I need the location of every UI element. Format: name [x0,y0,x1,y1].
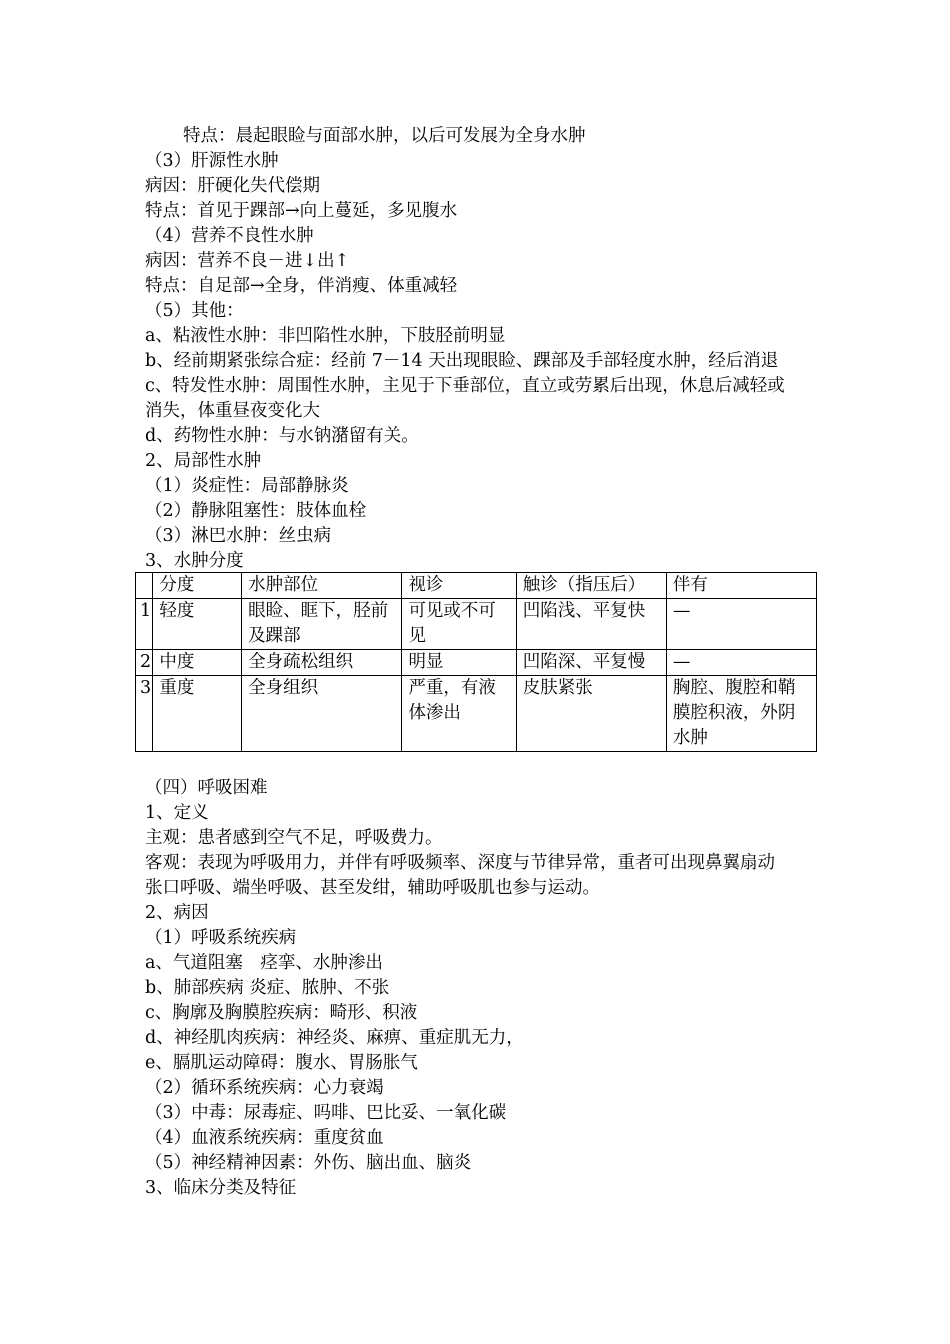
table-cell: 3 [136,676,153,752]
section-heading: 2、病因 [145,903,209,923]
text-line: 病因：营养不良－进↓出↑ [145,251,350,271]
text-line: 张口呼吸、端坐呼吸、甚至发绀，辅助呼吸肌也参与运动。 [145,878,600,898]
section-heading: （1）呼吸系统疾病 [145,928,297,948]
text-line: 病因：肝硬化失代偿期 [145,176,320,196]
table-cell: 中度 [153,650,242,676]
table-cell: 皮肤紧张 [516,676,666,752]
text-line: （4）血液系统疾病：重度贫血 [145,1128,384,1148]
text-line: a、气道阻塞 痉挛、水肿渗出 [145,953,383,973]
table-cell: 全身组织 [242,676,402,752]
table-header-cell: 水肿部位 [242,573,402,599]
cell-line: 体渗出 [408,703,461,723]
text-line: 特点：首见于踝部→向上蔓延，多见腹水 [145,201,458,221]
edema-grade-table [135,572,817,752]
table-row [136,599,817,650]
table-cell [666,676,816,752]
section-heading: （四）呼吸困难 [145,778,268,798]
table-cell: 重度 [153,676,242,752]
text-line: 主观：患者感到空气不足，呼吸费力。 [145,828,443,848]
text-line: b、经前期紧张综合症：经前 7－14 天出现眼睑、踝部及手部轻度水肿，经后消退 [145,351,779,371]
table-header-cell: 视诊 [402,573,516,599]
text-line: e、膈肌运动障碍：腹水、胃肠胀气 [145,1053,418,1073]
cell-line: 水肿 [672,728,708,748]
section-heading: （4）营养不良性水肿 [145,226,314,246]
section-heading: 3、临床分类及特征 [145,1178,297,1198]
text-line: 特点：自足部→全身，伴消瘦、体重减轻 [145,276,458,296]
text-line: （5）神经精神因素：外伤、脑出血、脑炎 [145,1153,472,1173]
table-cell [402,599,516,650]
cell-line: 及踝部 [248,626,301,646]
text-line: d、神经肌肉疾病：神经炎、麻痹、重症肌无力， [145,1028,524,1048]
table-cell [402,676,516,752]
table-header-cell: 分度 [153,573,242,599]
text-line: （2）循环系统疾病：心力衰竭 [145,1078,384,1098]
table-cell: — [666,650,816,676]
table-row [136,650,817,676]
section-heading: 1、定义 [145,803,209,823]
table-cell: 1 [136,599,153,650]
section-heading: （5）其他： [145,301,244,321]
table-cell: 凹陷浅、平复快 [516,599,666,650]
text-line: d、药物性水肿：与水钠潴留有关。 [145,426,419,446]
table-cell: — [666,599,816,650]
cell-line: 胸腔、腹腔和鞘 [672,678,796,698]
section-heading: 2、局部性水肿 [145,451,262,471]
cell-line: 严重，有液 [408,678,496,698]
table-header-cell: 伴有 [666,573,816,599]
cell-line: 可见或不可 [408,601,496,621]
table-row [136,676,817,752]
section-heading: 3、水肿分度 [145,551,244,571]
table-cell [242,599,402,650]
cell-line: 膜腔积液，外阴 [672,703,796,723]
section-heading: （3）肝源性水肿 [145,151,279,171]
text-line: （1）炎症性：局部静脉炎 [145,476,349,496]
text-line: c、胸廓及胸膜腔疾病：畸形、积液 [145,1003,418,1023]
text-line: b、肺部疾病 炎症、脓肿、不张 [145,978,390,998]
table-cell: 明显 [402,650,516,676]
table-header-row [136,573,817,599]
table-header-cell: 触诊（指压后） [516,573,666,599]
text-line: 客观：表现为呼吸用力，并伴有呼吸频率、深度与节律异常，重者可出现鼻翼扇动 [145,853,775,873]
table-cell: 全身疏松组织 [242,650,402,676]
table-header-cell [136,573,153,599]
cell-line: 见 [408,626,426,646]
table-cell: 凹陷深、平复慢 [516,650,666,676]
table-cell: 2 [136,650,153,676]
text-line: 消失，体重昼夜变化大 [145,401,320,421]
text-line: c、特发性水肿：周围性水肿，主见于下垂部位，直立或劳累后出现，休息后减轻或 [145,376,785,396]
table-cell: 轻度 [153,599,242,650]
text-line: （3）淋巴水肿：丝虫病 [145,526,332,546]
text-line: a、粘液性水肿：非凹陷性水肿，下肢胫前明显 [145,326,506,346]
text-line: （3）中毒：尿毒症、吗啡、巴比妥、一氧化碳 [145,1103,507,1123]
cell-line: 眼睑、眶下，胫前 [248,601,389,621]
text-line: 特点：晨起眼睑与面部水肿，以后可发展为全身水肿 [183,126,586,146]
text-line: （2）静脉阻塞性：肢体血栓 [145,501,367,521]
